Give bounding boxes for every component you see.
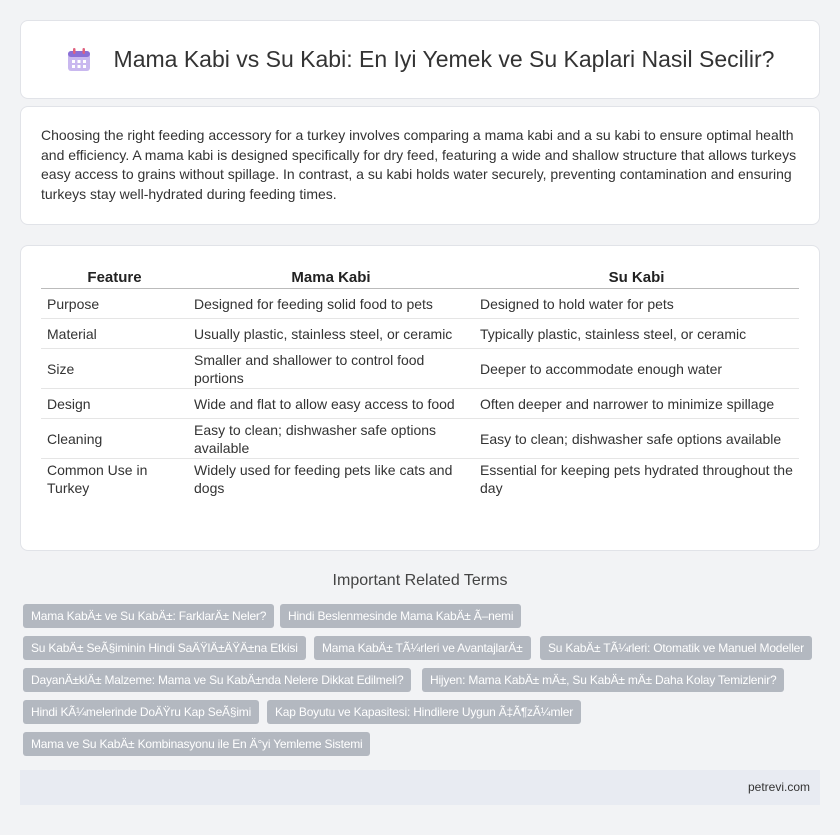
comparison-table xyxy=(41,266,799,499)
term-tag[interactable]: Hijyen: Mama KabÄ± mÄ±, Su KabÄ± mÄ± Daha Kolay Temizlenir? xyxy=(422,668,784,692)
table-cell: Essential for keeping pets hydrated throughout the day xyxy=(480,461,793,496)
term-tag[interactable]: Kap Boyutu ve Kapasitesi: Hindilere Uygun Ã‡Ã¶zÃ¼mler xyxy=(267,700,581,724)
table-cell: Cleaning xyxy=(41,419,188,459)
table-cell: Widely used for feeding pets like cats and dogs xyxy=(194,461,453,496)
calendar-icon xyxy=(66,47,92,73)
table-row xyxy=(41,389,799,419)
term-tag[interactable]: Mama KabÄ± TÃ¼rleri ve AvantajlarÄ± xyxy=(314,636,531,660)
header-feature: Feature xyxy=(41,266,188,289)
table-cell: Often deeper and narrower to minimize spillage xyxy=(474,389,799,419)
term-tag[interactable]: Hindi KÃ¼melerinde DoÄŸru Kap SeÃ§imi xyxy=(23,700,259,724)
table-cell: Wide and flat to allow easy access to food xyxy=(188,389,474,419)
page-title: Mama Kabi vs Su Kabi: En Iyi Yemek ve Su Kaplari Nasil Secilir? xyxy=(113,46,775,72)
title-card xyxy=(20,20,820,99)
table-row xyxy=(41,289,799,319)
table-header-row xyxy=(41,266,799,289)
table-cell: Smaller and shallower to control food portions xyxy=(188,349,474,389)
comparison-card xyxy=(20,245,820,551)
table-row xyxy=(41,319,799,349)
related-terms-heading: Important Related Terms xyxy=(332,572,508,589)
table-cell: Easy to clean; dishwasher safe options available xyxy=(474,419,799,459)
footer xyxy=(20,770,820,805)
term-tag[interactable]: Su KabÄ± TÃ¼rleri: Otomatik ve Manuel Modeller xyxy=(540,636,812,660)
term-tag[interactable]: Mama ve Su KabÄ± Kombinasyonu ile En Ä°yi Yemleme Sistemi xyxy=(23,732,370,756)
header-su-kabi: Su Kabi xyxy=(474,266,799,289)
table-cell: Material xyxy=(41,319,188,349)
table-cell: Usually plastic, stainless steel, or ceramic xyxy=(188,319,474,349)
table-cell: Designed to hold water for pets xyxy=(474,289,799,319)
table-cell: Common Use in Turkey xyxy=(47,461,148,496)
term-tag[interactable]: Hindi Beslenmesinde Mama KabÄ± Ã–nemi xyxy=(280,604,521,628)
table-cell: Deeper to accommodate enough water xyxy=(474,349,799,389)
table-row xyxy=(41,419,799,459)
table-cell: Size xyxy=(41,349,188,389)
table-cell: Typically plastic, stainless steel, or ceramic xyxy=(474,319,799,349)
header-mama-kabi: Mama Kabi xyxy=(188,266,474,289)
footer-site[interactable]: petrevi.com xyxy=(747,780,810,794)
intro-card xyxy=(20,106,820,225)
term-tag[interactable]: Su KabÄ± SeÃ§iminin Hindi SaÄŸlÄ±ÄŸÄ±na Etkisi xyxy=(23,636,306,660)
table-cell: Easy to clean; dishwasher safe options available xyxy=(188,419,474,459)
table-row xyxy=(41,349,799,389)
table-cell: Purpose xyxy=(41,289,188,319)
table-cell: Design xyxy=(41,389,188,419)
term-tag[interactable]: Mama KabÄ± ve Su KabÄ±: FarklarÄ± Neler? xyxy=(23,604,274,628)
term-tag[interactable]: DayanÄ±klÄ± Malzeme: Mama ve Su KabÄ±nda Nelere Dikkat Edilmeli? xyxy=(23,668,411,692)
table-row xyxy=(41,459,799,499)
intro-text: Choosing the right feeding accessory for a turkey involves comparing a mama kabi and a su kabi to ensure optimal health and efficiency. A mama kabi is designed specifically for dry feed, featuring a wide and shallow structure that allows turkeys easy access to grains without spillage. In contrast, a su kabi holds water securely, preventing contamination and ensuring turkeys stay well-hydrated during feeding times. xyxy=(41,127,797,202)
table-cell: Designed for feeding solid food to pets xyxy=(188,289,474,319)
